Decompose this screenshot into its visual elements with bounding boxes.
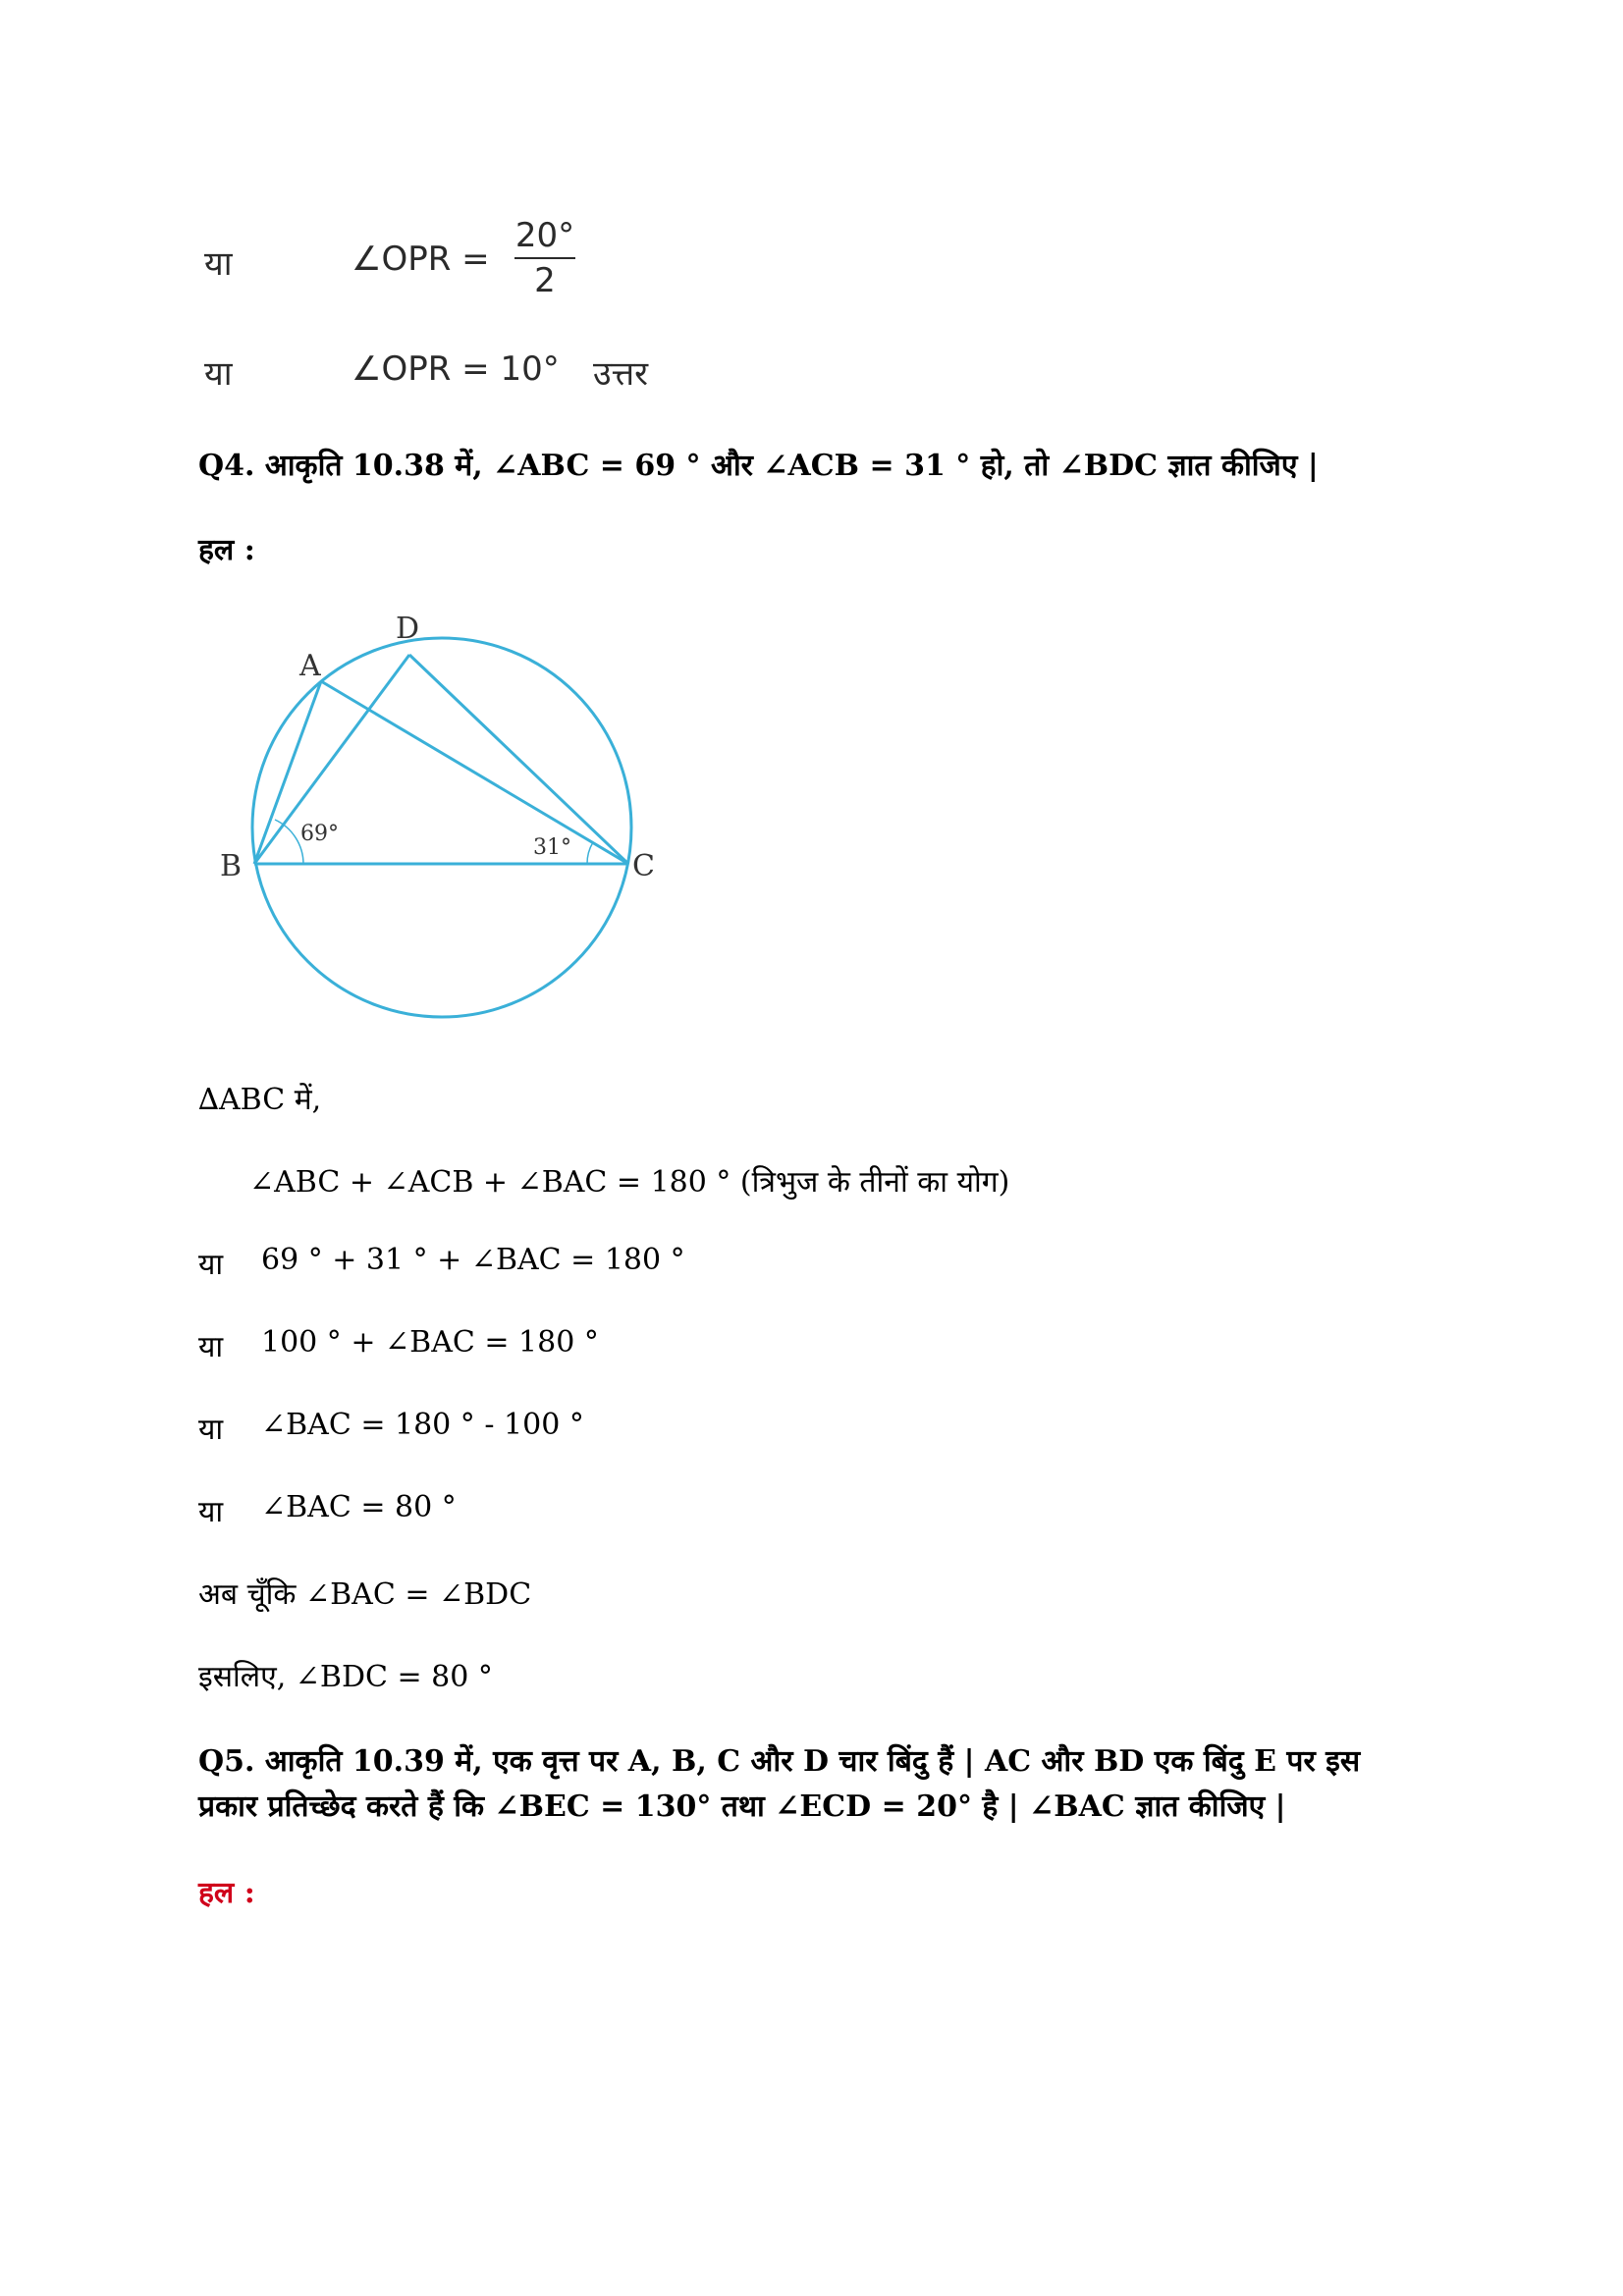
step-text: 69 ° + 31 ° + ∠BAC = 180 ° (261, 1243, 685, 1277)
step-text: ∠ABC + ∠ACB + ∠BAC = 180 ° (त्रिभुज के तीनों का योग) (249, 1165, 1010, 1200)
top-line1-expr: ∠OPR = (352, 240, 490, 279)
step-prefix: या (198, 1413, 224, 1447)
chord-ac (321, 681, 628, 864)
angle-arc-c (587, 842, 593, 864)
q5-solution-label: हल : (198, 1876, 255, 1910)
chord-dc (409, 655, 628, 864)
label-a: A (299, 649, 321, 683)
q5-question-line2: प्रकार प्रतिच्छेद करते हैं कि ∠BEC = 130° तथा ∠ECD = 20° है | ∠BAC ज्ञात कीजिए | (198, 1789, 1286, 1824)
top-line2-answer: उत्तर (593, 354, 649, 394)
step-prefix: या (198, 1495, 224, 1529)
label-d: D (396, 612, 420, 646)
top-line2-expr: ∠OPR = 10° (352, 349, 560, 389)
top-line2-prefix: या (204, 354, 233, 394)
q5-question-line1: Q5. आकृति 10.39 में, एक वृत्त पर A, B, C और D चार बिंदु हैं | AC और BD एक बिंदु E पर इस (198, 1744, 1361, 1779)
step-text: ∠BAC = 180 ° - 100 ° (261, 1408, 584, 1442)
q4-solution-label: हल : (198, 533, 255, 567)
step-text: इसलिए, ∠BDC = 80 ° (198, 1660, 493, 1694)
label-b: B (220, 849, 243, 883)
angle-arc-b (275, 820, 303, 864)
step-text: अब चूँकि ∠BAC = ∠BDC (198, 1577, 532, 1612)
step-text: 100 ° + ∠BAC = 180 ° (261, 1325, 599, 1360)
step-prefix: या (198, 1248, 224, 1282)
step-text: ∠BAC = 80 ° (261, 1490, 457, 1524)
angle-label-c: 31° (533, 835, 571, 860)
fraction-numerator: 20° (514, 216, 575, 255)
angle-label-b: 69° (300, 822, 339, 846)
step-prefix: या (198, 1330, 224, 1364)
q4-question: Q4. आकृति 10.38 में, ∠ABC = 69 ° और ∠ACB = 31 ° हो, तो ∠BDC ज्ञात कीजिए | (198, 449, 1319, 483)
label-c: C (632, 849, 655, 883)
top-line1-prefix: या (204, 244, 233, 284)
fraction-denominator: 2 (534, 261, 556, 300)
step-text: ∆ABC में, (198, 1083, 322, 1117)
top-fraction (513, 214, 577, 302)
q4-circle-figure (206, 599, 707, 1041)
